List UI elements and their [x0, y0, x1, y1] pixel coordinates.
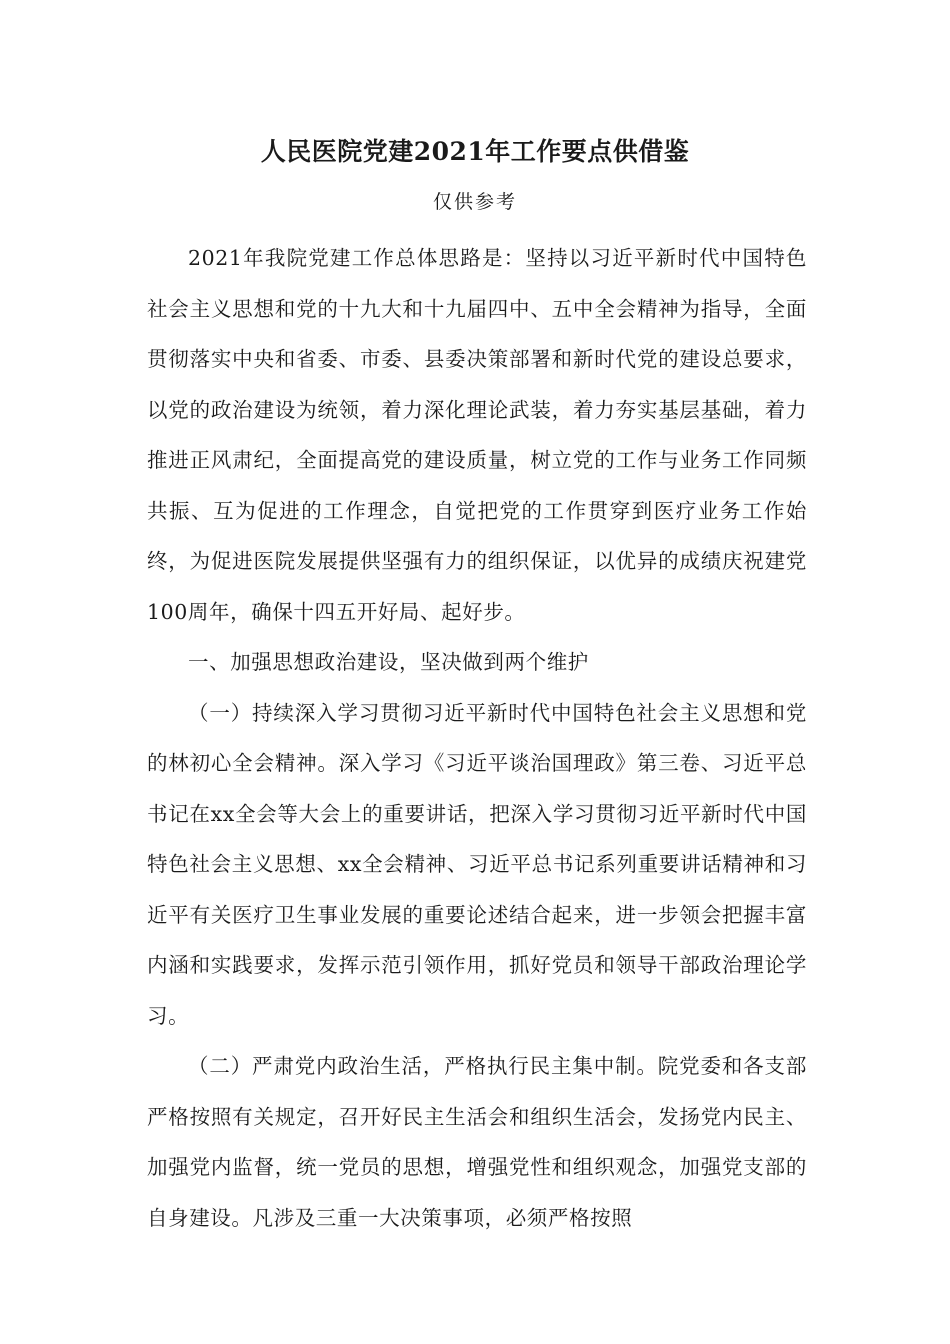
document-body	[147, 233, 807, 1243]
section-heading-1: 一、加强思想政治建设，坚决做到两个维护	[188, 650, 589, 674]
paragraph-intro: 2021年我院党建工作总体思路是：坚持以习近平新时代中国特色社会主义思想和党的十九大和十九届四中、五中全会精神为指导，全面贯彻落实中央和省委、市委、县委决策部署和新时代党的建设总要求，以党的政治建设为统领，着力深化理论武装，着力夯实基层基础，着力推进正风肃纪，全面提高党的建设质量，树立党的工作与业务工作同频共振、互为促进的工作理念，自觉把党的工作贯穿到医疗业务工作始终，为促进医院发展提供坚强有力的组织保证，以优异的成绩庆祝建党100周年，确保十四五开好局、起好步。	[147, 246, 807, 624]
paragraph-item-1: （一）持续深入学习贯彻习近平新时代中国特色社会主义思想和党的林初心全会精神。深入学习《习近平谈治国理政》第三卷、习近平总书记在xx全会等大会上的重要讲话，把深入学习贯彻习近平新时代中国特色社会主义思想、xx全会精神、习近平总书记系列重要讲话精神和习近平有关医疗卫生事业发展的重要论述结合起来，进一步领会把握丰富内涵和实践要求，发挥示范引领作用，抓好党员和领导干部政治理论学习。	[147, 700, 807, 1028]
document-subtitle: 仅供参考	[432, 191, 517, 213]
document-title: 人民医院党建2021年工作要点供借鉴	[260, 137, 690, 166]
paragraph-item-2: （二）严肃党内政治生活，严格执行民主集中制。院党委和各支部严格按照有关规定，召开好民主生活会和组织生活会，发扬党内民主、加强党内监督，统一党员的思想，增强党性和组织观念，加强党支部的自身建设。凡涉及三重一大决策事项，必须严格按照	[147, 1054, 807, 1230]
